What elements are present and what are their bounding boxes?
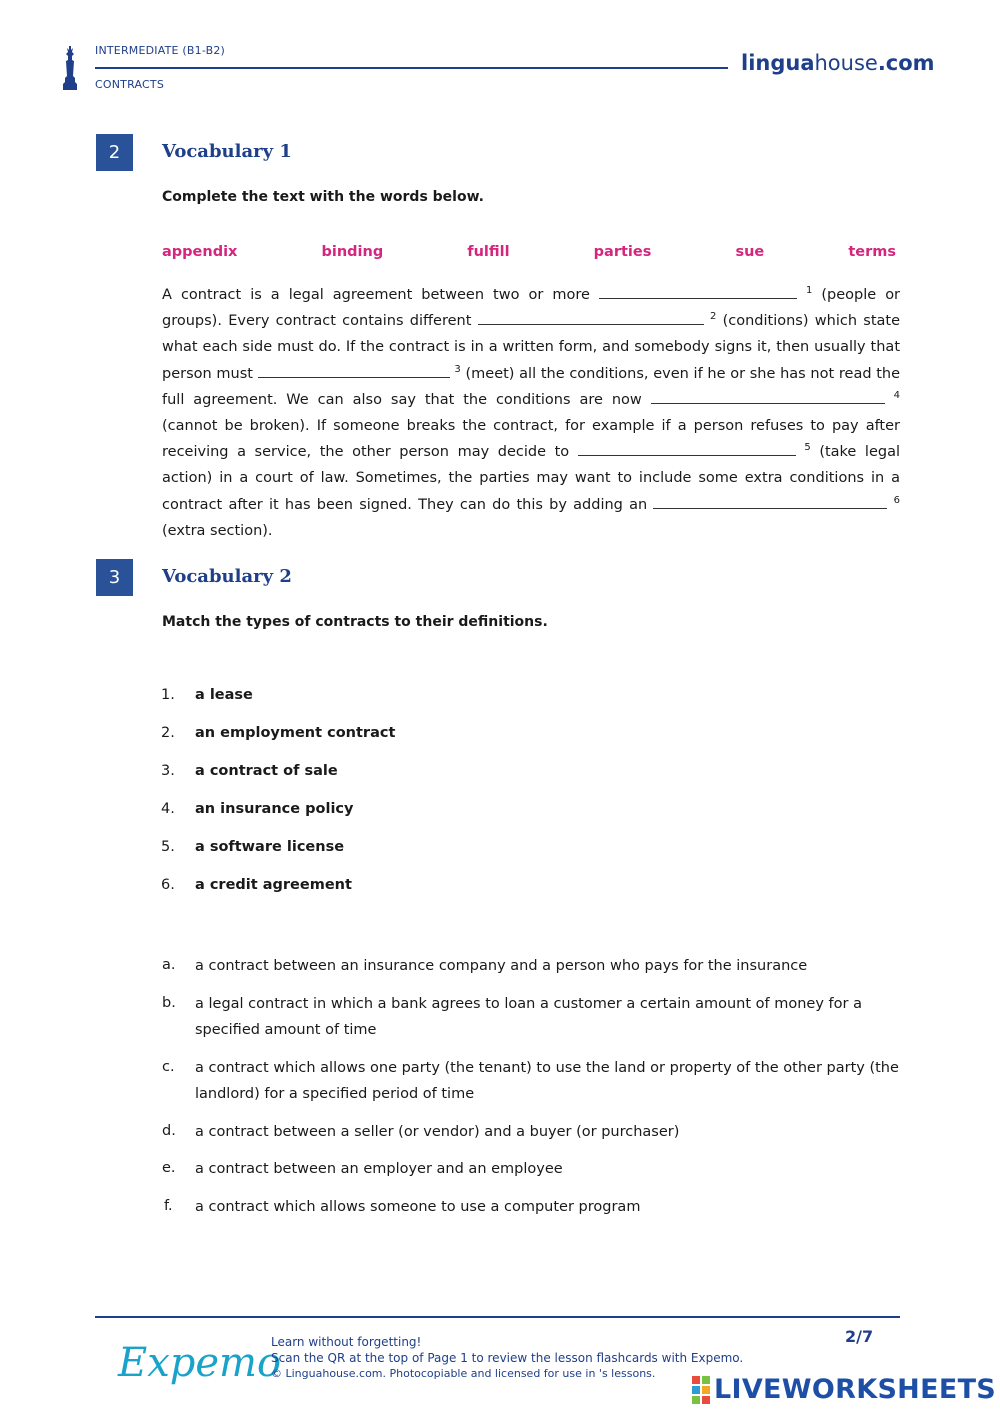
definition-item: a contract between a seller (or vendor) and a buyer (or purchaser): [195, 1124, 680, 1140]
section-3-title: Vocabulary 2: [162, 566, 292, 587]
blank-number: 5: [804, 442, 811, 454]
term-item: a credit agreement: [195, 877, 352, 893]
definition-letter: e.: [162, 1160, 176, 1176]
section-2-instruction: Complete the text with the words below.: [162, 189, 484, 205]
level-label: INTERMEDIATE (B1-B2): [95, 44, 226, 57]
term-number: 6.: [161, 877, 175, 893]
term-item: a lease: [195, 687, 253, 703]
blank-number: 6: [893, 494, 901, 506]
cloze-segment: (meet) all the conditions, even if he or she has not read the full agreement. We can also say that the conditions are now: [162, 365, 901, 408]
blank-number: 1: [805, 285, 813, 297]
cloze-segment: A contract is a legal agreement between two or more: [162, 287, 590, 303]
blank-4[interactable]: [651, 387, 885, 404]
header-divider: [95, 67, 728, 69]
definition-item: a contract which allows one party (the tenant) to use the land or property of the other party (the landlord) for a specified period of time: [195, 1060, 899, 1102]
liveworksheets-text: LIVEWORKSHEETS: [714, 1374, 997, 1405]
liveworksheets-watermark: [692, 1374, 996, 1405]
definition-item: a contract which allows someone to use a computer program: [195, 1199, 641, 1215]
cloze-segment: (people or groups). Every contract contains different: [162, 287, 901, 330]
blank-number: 3: [454, 363, 461, 375]
word-bank: [162, 244, 896, 260]
statue-of-liberty-icon: [62, 46, 78, 90]
word-bank-item: binding: [321, 244, 384, 260]
blank-3[interactable]: [258, 361, 450, 378]
section-2-title: Vocabulary 1: [162, 141, 292, 162]
word-bank-item: parties: [593, 244, 652, 260]
definition-letter: b.: [162, 995, 176, 1011]
brand-part-house: house: [814, 51, 878, 75]
term-item: an insurance policy: [195, 801, 354, 817]
expemo-logo[interactable]: [116, 1332, 282, 1394]
liveworksheets-icon: [692, 1376, 710, 1404]
cloze-segment: (conditions) which state what each side must do. If the contract is in a written form, and somebody signs it, then usually that person must: [162, 313, 901, 382]
term-item: a contract of sale: [195, 763, 338, 779]
definition-letter: a.: [162, 957, 176, 973]
page-number: 2/7: [845, 1327, 874, 1346]
topic-label: CONTRACTS: [95, 78, 164, 91]
term-number: 2.: [161, 725, 175, 741]
term-item: an employment contract: [195, 725, 396, 741]
brand-logo[interactable]: [741, 51, 935, 75]
cloze-segment: (take legal action) in a court of law. Sometimes, the parties may want to include some extra conditions in a contract after it has been signed. They can do this by adding an: [162, 444, 900, 513]
blank-number: 4: [893, 389, 901, 401]
section-2-badge: 2: [96, 134, 133, 171]
blank-5[interactable]: [578, 439, 796, 456]
word-bank-item: appendix: [162, 244, 238, 260]
cloze-text: [162, 282, 900, 544]
definition-letter: d.: [162, 1123, 176, 1139]
section-3-badge: 3: [96, 559, 133, 596]
term-number: 5.: [161, 839, 175, 855]
word-bank-item: sue: [735, 244, 765, 260]
definition-item: a contract between an insurance company and a person who pays for the insurance: [195, 958, 808, 974]
footer-text: [271, 1334, 743, 1382]
definition-item: a contract between an employer and an employee: [195, 1161, 563, 1177]
word-bank-item: terms: [848, 244, 896, 260]
expemo-logo-text: Expemo: [118, 1340, 282, 1386]
brand-part-com: .com: [877, 51, 935, 75]
footer-divider: [95, 1316, 900, 1318]
footer-tagline: Learn without forgetting!: [271, 1335, 422, 1349]
term-number: 1.: [161, 687, 175, 703]
blank-6[interactable]: [653, 492, 887, 509]
brand-part-lingua: lingua: [741, 51, 815, 75]
blank-number: 2: [709, 311, 717, 323]
blank-2[interactable]: [478, 308, 704, 325]
definition-letter: c.: [162, 1059, 175, 1075]
term-number: 4.: [161, 801, 175, 817]
footer-scan-note: Scan the QR at the top of Page 1 to review the lesson flashcards with Expemo.: [271, 1351, 744, 1365]
definition-letter: f.: [164, 1198, 173, 1214]
cloze-segment: (extra section).: [162, 522, 273, 539]
section-3-instruction: Match the types of contracts to their definitions.: [162, 614, 548, 630]
term-number: 3.: [161, 763, 175, 779]
footer-copyright: © Linguahouse.com. Photocopiable and licensed for use in 's lessons.: [271, 1367, 656, 1380]
word-bank-item: fulfill: [467, 244, 510, 260]
definition-item: a legal contract in which a bank agrees to loan a customer a certain amount of money for a specified amount of time: [195, 996, 862, 1038]
blank-1[interactable]: [599, 282, 797, 299]
term-item: a software license: [195, 839, 345, 855]
cloze-segment: (cannot be broken). If someone breaks the contract, for example if a person refuses to pay after receiving a service, the other person may decide to: [162, 418, 900, 461]
